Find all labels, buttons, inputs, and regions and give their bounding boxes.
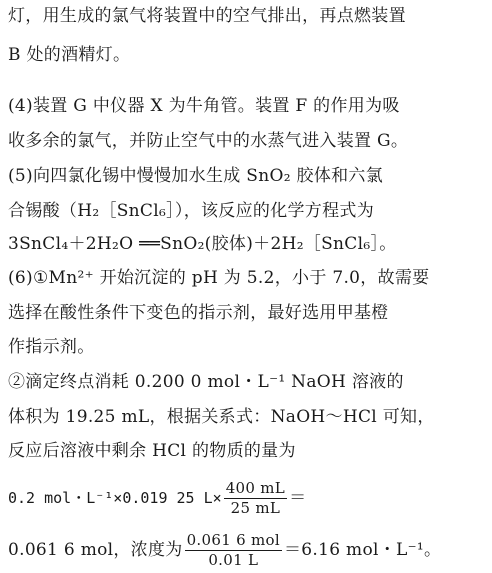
text-line-9: 选择在酸性条件下变色的指示剂，最好选用甲基橙 [8, 303, 389, 323]
eq2-numerator: 0.061 6 mol [186, 531, 280, 549]
text-line-5: (5)向四氯化锡中慢慢加水生成 SnO₂ 胶体和六氯 [8, 166, 384, 186]
eq2-prefix: 0.061 6 mol，浓度为 [8, 540, 183, 560]
text-line-12: 体积为 19.25 mL，根据关系式：NaOH～HCl 可知， [8, 407, 435, 427]
eq2-suffix: ＝6.16 mol・L⁻¹。 [283, 540, 442, 560]
text-line-1: 灯，用生成的氯气将装置中的空气排出，再点燃装置 [8, 6, 406, 26]
chemical-equation: 3SnCl₄＋2H₂O ══SnO₂(胶体)＋2H₂［SnCl₆］。 [8, 234, 397, 254]
eq1-numerator: 400 mL [225, 479, 286, 497]
eq1-suffix: ＝ [289, 488, 307, 508]
eq1-prefix: 0.2 mol・L⁻¹×0.019 25 L× [8, 489, 222, 507]
text-line-3: (4)装置 G 中仪器 X 为牛角管。装置 F 的作用为吸 [8, 96, 400, 116]
eq1-denominator: 25 mL [230, 499, 281, 517]
calculation-line-1 [8, 480, 306, 517]
text-line-4: 收多余的氯气，并防止空气中的水蒸气进入装置 G。 [8, 131, 409, 151]
text-line-13: 反应后溶液中剩余 HCl 的物质的量为 [8, 441, 296, 461]
text-line-11: ②滴定终点消耗 0.200 0 mol・L⁻¹ NaOH 溶液的 [8, 372, 404, 392]
text-line-8: (6)①Mn²⁺ 开始沉淀的 pH 为 5.2，小于 7.0，故需要 [8, 268, 430, 288]
text-line-10: 作指示剂。 [8, 337, 95, 357]
eq2-fraction [185, 532, 282, 569]
calculation-line-2 [8, 532, 441, 569]
text-line-6: 合锡酸（H₂［SnCl₆］），该反应的化学方程式为 [8, 201, 374, 221]
eq1-fraction [224, 480, 287, 517]
eq2-denominator: 0.01 L [208, 551, 259, 569]
text-line-2: B 处的酒精灯。 [8, 45, 131, 65]
